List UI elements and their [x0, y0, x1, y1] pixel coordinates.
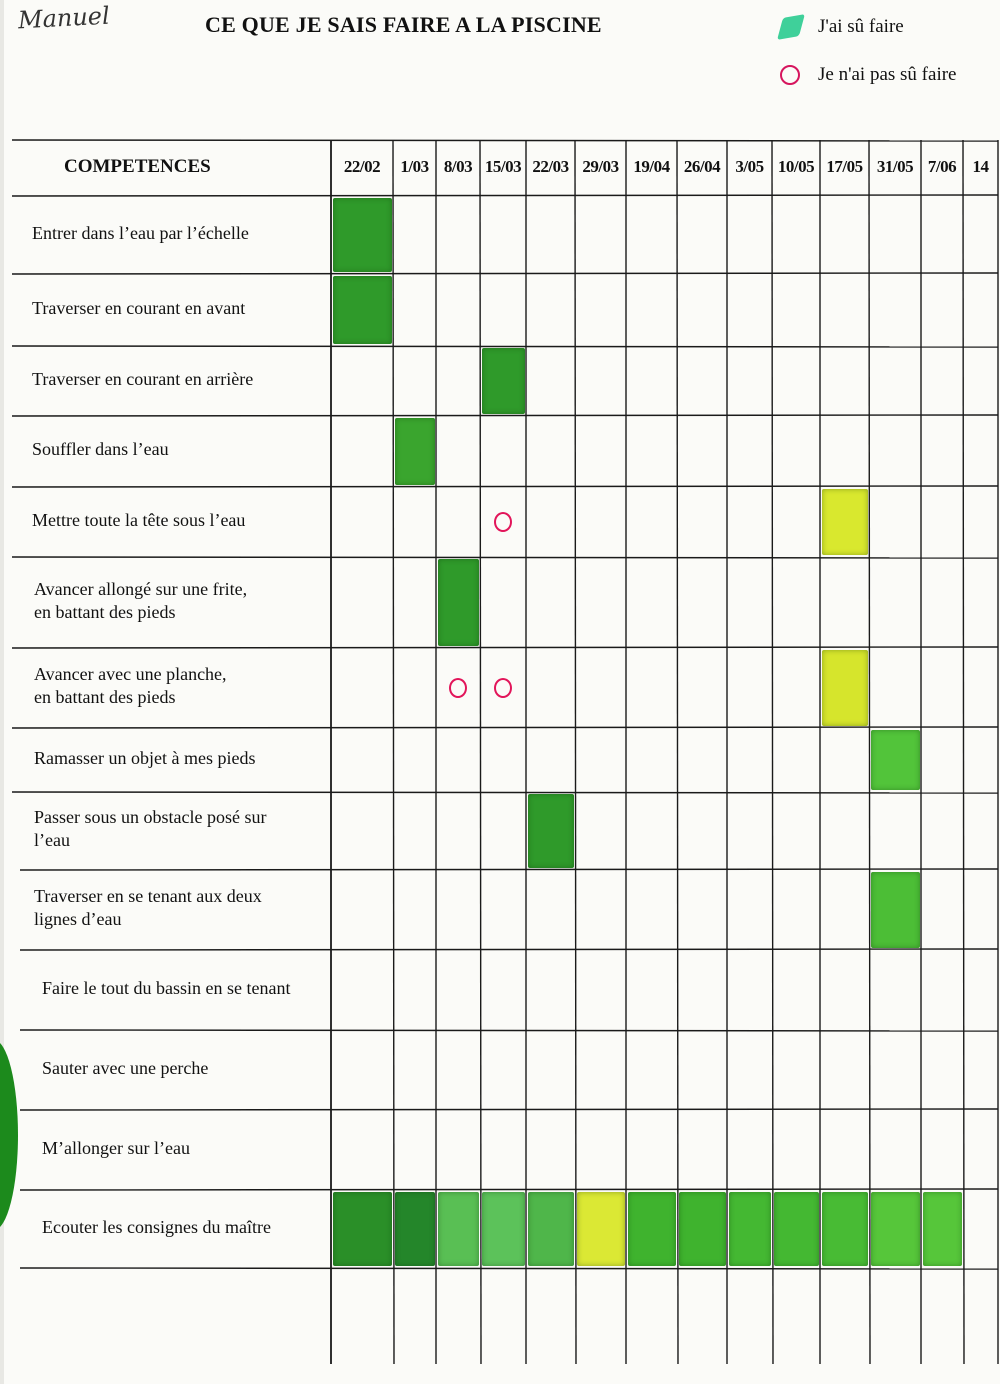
- done-mark: [438, 559, 479, 646]
- column-line: [677, 140, 678, 1364]
- skill-label-line: Sauter avec une perche: [42, 1057, 209, 1078]
- date-header: 22/02: [343, 157, 381, 176]
- date-header: 3/05: [735, 157, 764, 176]
- skill-label-line: en battant des pieds: [34, 687, 176, 707]
- skill-label: [42, 1057, 208, 1080]
- skill-label-line: Avancer allongé sur une frite,: [34, 578, 248, 599]
- done-mark: [871, 872, 920, 948]
- done-mark: [577, 1192, 625, 1266]
- skill-label: [34, 885, 262, 931]
- skill-label-line: Traverser en courant en avant: [32, 297, 246, 318]
- row-line: [12, 140, 998, 141]
- row-line: [20, 1109, 998, 1110]
- skill-label-line: Avancer avec une planche,: [34, 664, 227, 684]
- row-line: [12, 647, 998, 648]
- done-mark: [333, 1192, 392, 1266]
- column-line: [393, 140, 394, 1364]
- not-done-circle-icon: [494, 512, 512, 532]
- not-done-circle-icon: [494, 678, 512, 698]
- row-line: [20, 1030, 998, 1031]
- row-line: [20, 1189, 998, 1190]
- skill-label: [32, 509, 245, 532]
- legend-not-done-label: Je n'ai pas sû faire: [818, 64, 957, 85]
- student-name: Manuel: [17, 1, 111, 35]
- date-header: 14: [972, 157, 989, 176]
- skill-label-line: Faire le tout du bassin en se tenant: [42, 977, 291, 998]
- done-mark: [729, 1192, 771, 1266]
- done-mark: [528, 794, 574, 868]
- done-mark: [923, 1192, 962, 1266]
- skill-label-line: Entrer dans l’eau par l’échelle: [32, 222, 249, 243]
- skill-label-line: Souffler dans l’eau: [32, 439, 169, 459]
- done-mark: [628, 1192, 676, 1266]
- date-header: 8/03: [443, 157, 473, 176]
- skill-label-line: l’eau: [34, 830, 70, 850]
- column-line: [772, 140, 773, 1364]
- legend-done-label: J'ai sû faire: [818, 16, 904, 37]
- row-line: [12, 557, 998, 558]
- done-mark: [395, 1192, 435, 1266]
- row-line: [12, 792, 998, 793]
- done-mark: [438, 1192, 479, 1266]
- skill-label: [42, 1216, 271, 1239]
- skill-label: [34, 806, 266, 852]
- date-header: 31/05: [876, 157, 914, 176]
- skill-label: [34, 663, 227, 709]
- date-header: 1/03: [400, 157, 429, 176]
- date-header: 15/03: [484, 157, 522, 176]
- skill-label-line: Ramasser un objet à mes pieds: [34, 747, 256, 768]
- date-header: 19/04: [633, 157, 670, 176]
- skill-label-line: Traverser en courant en arrière: [32, 368, 254, 389]
- row-line: [20, 1268, 998, 1269]
- row-line: [12, 486, 998, 487]
- skill-label: [42, 1137, 190, 1160]
- skill-label-line: Mettre toute la tête sous l’eau: [32, 509, 246, 530]
- done-mark: [774, 1192, 819, 1266]
- done-mark: [528, 1192, 574, 1266]
- done-mark: [333, 276, 392, 344]
- skill-label-line: Traverser en se tenant aux deux: [34, 886, 262, 906]
- done-mark: [822, 650, 868, 726]
- skill-label: [42, 977, 290, 1000]
- skill-label-line: M’allonger sur l’eau: [42, 1137, 190, 1158]
- done-mark: [822, 489, 868, 555]
- skill-label-line: en battant des pieds: [34, 601, 176, 622]
- done-mark: [679, 1192, 726, 1266]
- done-mark: [333, 198, 392, 272]
- date-header: 22/03: [532, 157, 569, 176]
- skill-label: [32, 368, 253, 391]
- page-title: CE QUE JE SAIS FAIRE A LA PISCINE: [205, 12, 602, 37]
- date-header: 10/05: [777, 157, 815, 176]
- skill-label: [32, 438, 169, 461]
- skill-label: [34, 747, 255, 770]
- date-header: 17/05: [826, 157, 863, 176]
- done-mark: [482, 348, 525, 414]
- done-mark: [871, 1192, 920, 1266]
- row-line: [12, 727, 998, 728]
- done-mark: [395, 418, 435, 485]
- skill-label: [32, 222, 249, 245]
- skill-label-line: Passer sous un obstacle posé sur: [34, 807, 267, 827]
- row-line: [12, 195, 998, 196]
- competences-header: COMPETENCES: [64, 156, 211, 177]
- date-header: 7/06: [927, 157, 957, 176]
- row-line: [12, 415, 998, 416]
- column-line: [480, 140, 481, 1364]
- date-header: 29/03: [582, 157, 619, 176]
- column-line: [575, 140, 576, 1364]
- date-header: 26/04: [683, 157, 721, 176]
- column-line: [869, 140, 870, 1364]
- row-line: [12, 273, 998, 274]
- row-line: [20, 869, 998, 870]
- row-line: [20, 949, 998, 950]
- not-done-circle-icon: [449, 678, 467, 698]
- skill-label: [32, 297, 245, 320]
- skill-label: [34, 578, 247, 624]
- done-mark: [822, 1192, 868, 1266]
- row-line: [12, 346, 998, 347]
- done-mark: [871, 730, 920, 790]
- column-line: [963, 140, 964, 1364]
- done-mark: [482, 1192, 525, 1266]
- skill-label-line: lignes d’eau: [34, 909, 122, 929]
- skill-label-line: Ecouter les consignes du maître: [42, 1216, 271, 1237]
